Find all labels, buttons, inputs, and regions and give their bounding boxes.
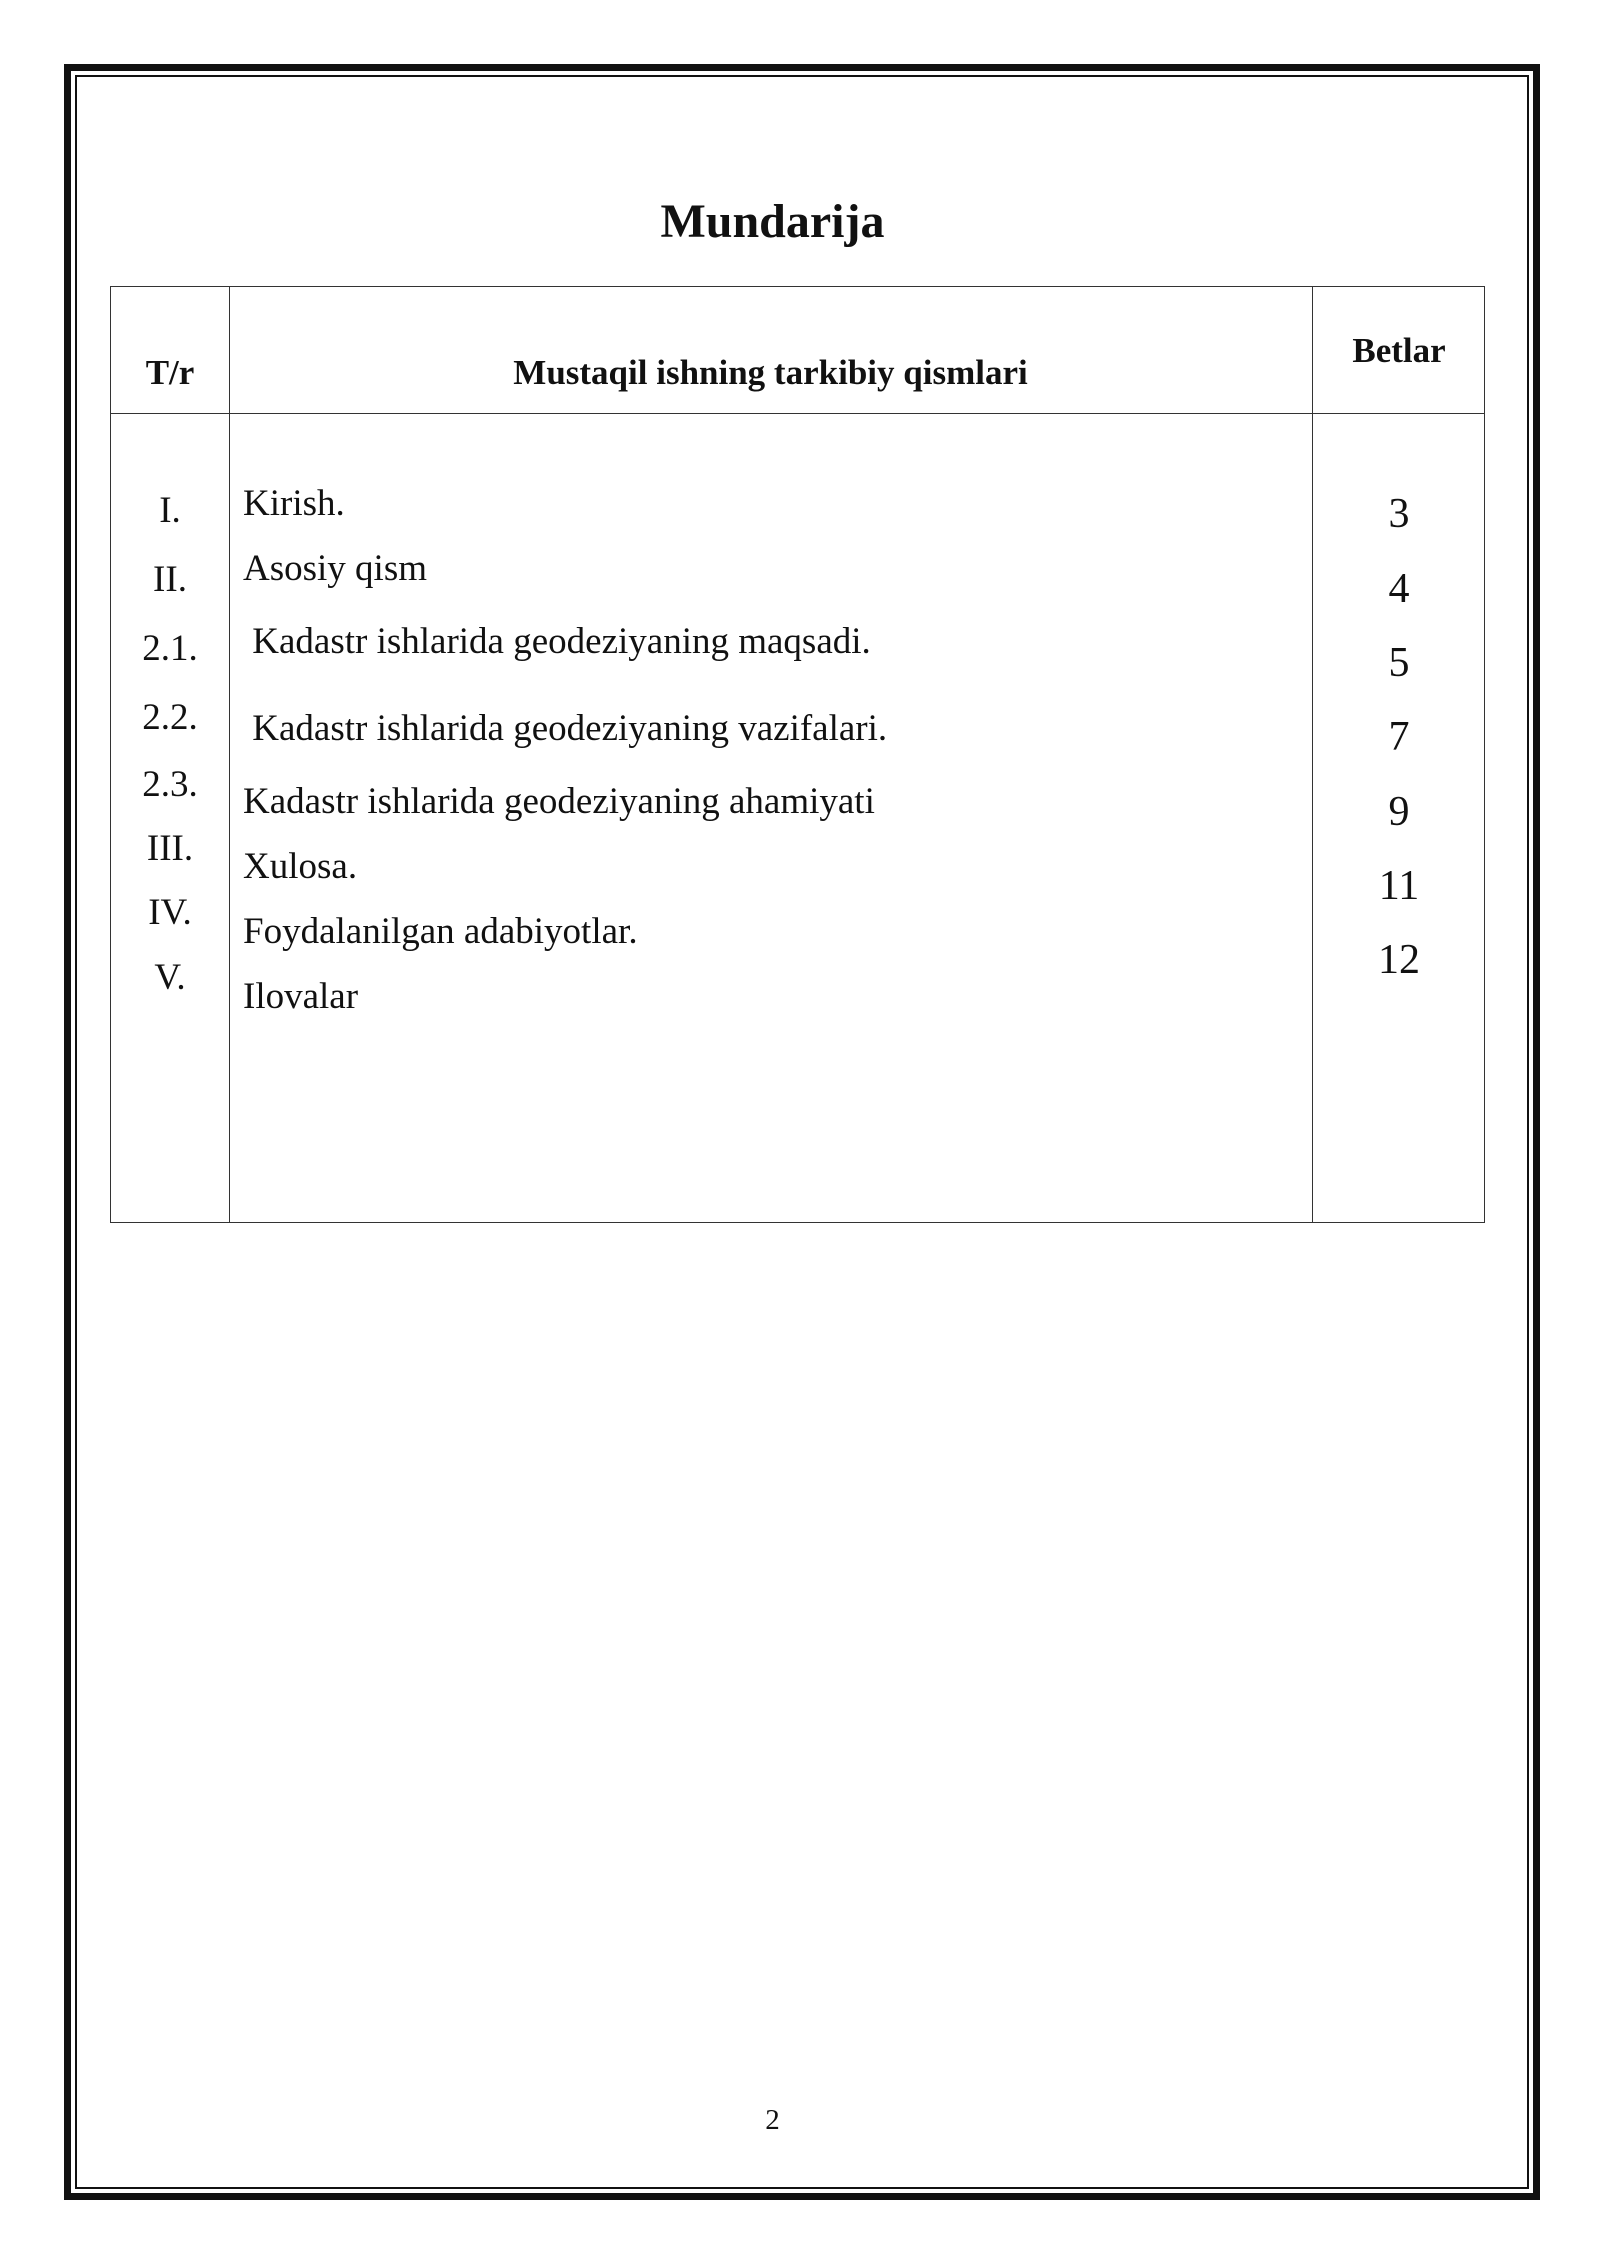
entry-number: 2.1. — [142, 628, 198, 669]
entry-title: Ilovalar — [243, 976, 359, 1017]
entry-number: V. — [154, 957, 186, 998]
entry-page: 5 — [1388, 640, 1410, 686]
entry-title: Kadastr ishlarida geodeziyaning ahamiyati — [243, 781, 875, 822]
entry-page: 9 — [1388, 789, 1410, 835]
header-divider — [111, 413, 1484, 414]
entry-number: II. — [153, 559, 187, 600]
entry-page: 11 — [1378, 863, 1420, 909]
entry-title: Kadastr ishlarida geodeziyaning maqsadi. — [243, 621, 871, 662]
entry-title: Kadastr ishlarida geodeziyaning vazifalari. — [243, 708, 888, 749]
entry-title: Asosiy qism — [243, 548, 428, 589]
contents-table — [110, 286, 1485, 1223]
entry-page: 7 — [1388, 714, 1410, 760]
entry-title: Kirish. — [243, 483, 345, 524]
entry-number: III. — [146, 828, 194, 869]
page-number: 2 — [765, 2104, 780, 2136]
header-number: T/r — [145, 353, 195, 392]
header-pages: Betlar — [1352, 331, 1446, 370]
entry-number: I. — [159, 490, 181, 531]
entry-number: IV. — [148, 892, 192, 933]
entry-title: Foydalanilgan adabiyotlar. — [243, 911, 638, 952]
header-section: Mustaqil ishning tarkibiy qismlari — [513, 353, 1028, 392]
entry-page: 12 — [1378, 937, 1420, 983]
entry-page: 3 — [1388, 491, 1410, 537]
entry-number: 2.3. — [142, 764, 198, 805]
entry-page: 4 — [1388, 566, 1410, 612]
page-title: Mundarija — [660, 195, 885, 248]
entry-number: 2.2. — [142, 697, 198, 738]
entry-title: Xulosa. — [243, 846, 358, 887]
column-divider — [229, 287, 230, 1222]
